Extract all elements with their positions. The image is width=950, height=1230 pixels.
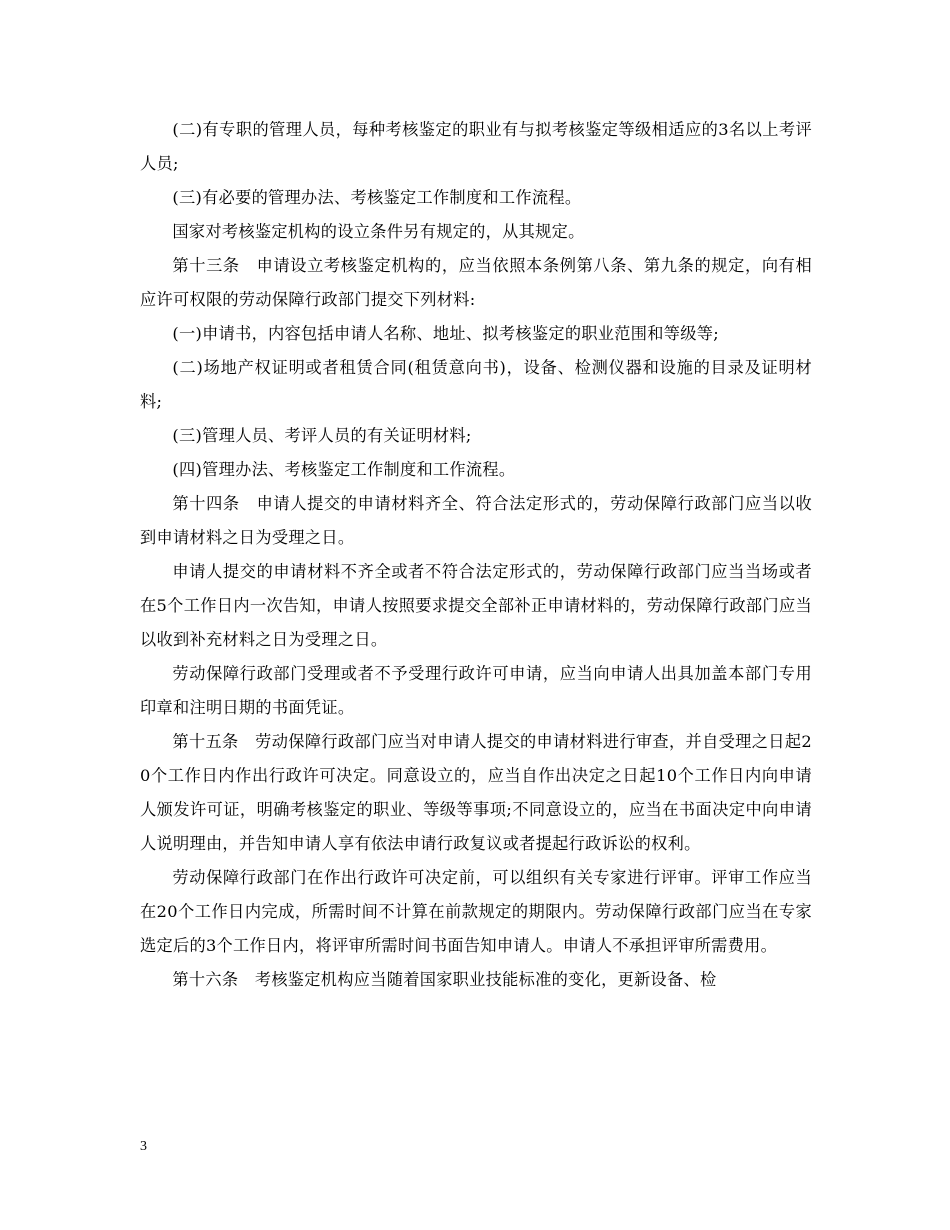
paragraph-4: 第十三条 申请设立考核鉴定机构的，应当依照本条例第八条、第九条的规定，向有相应许可权限的劳动保障行政部门提交下列材料: [140,256,812,309]
paragraph-10: 申请人提交的申请材料不齐全或者不符合法定形式的，劳动保障行政部门应当当场或者在5个工作日内一次告知，申请人按照要求提交全部补正申请材料的，劳动保障行政部门应当以收到补充材料之日为受理之日。 [140,562,812,649]
paragraph-13: 劳动保障行政部门在作出行政许可决定前，可以组织有关专家进行评审。评审工作应当在20个工作日内完成，所需时间不计算在前款规定的期限内。劳动保障行政部门应当在专家选定后的3个工作日内，将评审所需时间书面告知申请人。申请人不承担评审所需费用。 [140,868,812,955]
paragraph-11: 劳动保障行政部门受理或者不予受理行政许可申请，应当向申请人出具加盖本部门专用印章和注明日期的书面凭证。 [140,664,812,717]
document-body [140,113,812,997]
paragraph-9: 第十四条 申请人提交的申请材料齐全、符合法定形式的，劳动保障行政部门应当以收到申请材料之日为受理之日。 [140,494,812,547]
paragraph-2: (三)有必要的管理办法、考核鉴定工作制度和工作流程。 [172,188,582,207]
paragraph-3: 国家对考核鉴定机构的设立条件另有规定的，从其规定。 [172,222,585,241]
page-number: 3 [140,1139,147,1154]
paragraph-7: (三)管理人员、考评人员的有关证明材料; [172,426,472,445]
paragraph-12: 第十五条 劳动保障行政部门应当对申请人提交的申请材料进行审查，并自受理之日起20个工作日内作出行政许可决定。同意设立的，应当自作出决定之日起10个工作日内向申请人颁发许可证，明确考核鉴定的职业、等级等事项;不同意设立的，应当在书面决定中向申请人说明理由，并告知申请人享有依法申请行政复议或者提起行政诉讼的权利。 [140,732,812,853]
paragraph-8: (四)管理办法、考核鉴定工作制度和工作流程。 [172,460,516,479]
paragraph-5: (一)申请书，内容包括申请人名称、地址、拟考核鉴定的职业范围和等级等; [172,324,719,343]
paragraph-1: (二)有专职的管理人员，每种考核鉴定的职业有与拟考核鉴定等级相适应的3名以上考评人员; [140,120,812,173]
paragraph-6: (二)场地产权证明或者租赁合同(租赁意向书)，设备、检测仪器和设施的目录及证明材料; [140,358,812,411]
paragraph-14: 第十六条 考核鉴定机构应当随着国家职业技能标准的变化，更新设备、检 [172,970,717,989]
